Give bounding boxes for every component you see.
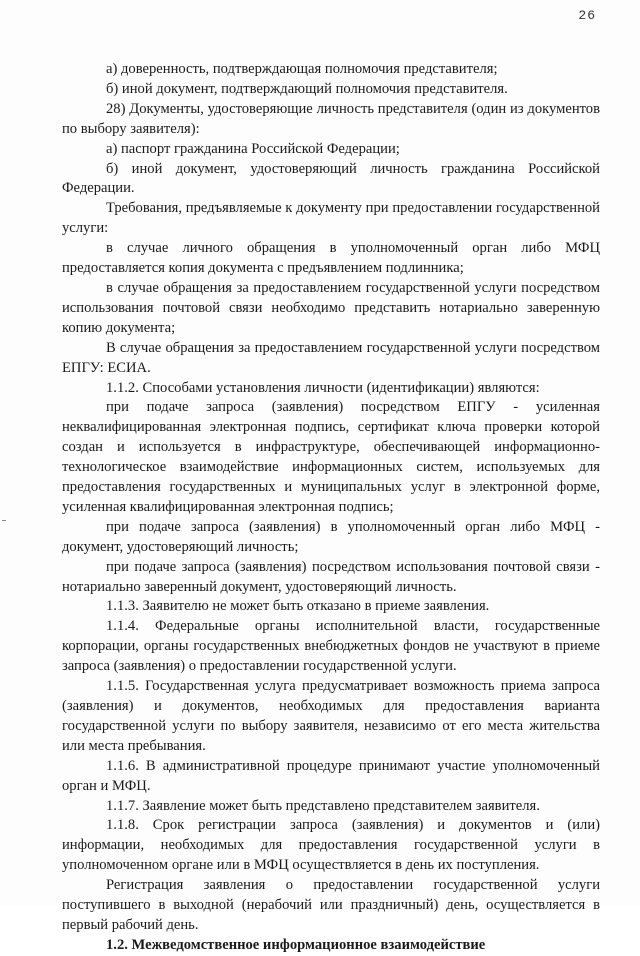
section-heading: 1.2. Межведомственное информационное взаимодействие — [106, 936, 486, 953]
paragraph-17: 1.1.6. В административной процедуре принимают участие уполномоченный орган и МФЦ. — [62, 757, 600, 794]
paragraph-14: 1.1.3. Заявителю не может быть отказано в приеме заявления. — [106, 598, 490, 615]
paragraph-9: В случае обращения за предоставлением государственной услуги посредством ЕПГУ: ЕСИА. — [62, 339, 600, 376]
paragraph-11: при подаче запроса (заявления) посредством ЕПГУ - усиленная неквалифицированная электронная подпись, сертификат ключа проверки которой создан и используется в инфраструктуре, обеспечивающей информационно-технологическое взаимодействие информационных систем, используемых для предоставления государственных и муниципальных услуг в электронной форме, усиленная квалифицированная электронная подпись; — [62, 399, 600, 515]
paragraph-18: 1.1.7. Заявление может быть представлено представителем заявителя. — [106, 797, 540, 814]
page-number: 26 — [578, 8, 596, 23]
paragraph-8: в случае обращения за предоставлением государственной услуги посредством использования почтовой связи необходимо представить нотариально заверенную копию документа; — [62, 279, 600, 336]
paragraph-20: Регистрация заявления о предоставлении государственной услуги поступившего в выходной (нерабочий или праздничный) день, осуществляется в первый рабочий день. — [62, 877, 600, 933]
paragraph-6: Требования, предъявляемые к документу при предоставлении государственной услуги: — [62, 200, 600, 237]
paragraph-10: 1.1.2. Способами установления личности (идентификации) являются: — [106, 379, 540, 396]
paragraph-4: а) паспорт гражданина Российской Федерации; — [106, 140, 400, 157]
paragraph-19: 1.1.8. Срок регистрации запроса (заявления) и документов и (или) информации, необходимых для предоставления государственной услуги в уполномоченном органе или в МФЦ осуществляется в день их поступления. — [62, 817, 600, 874]
paragraph-5: б) иной документ, удостоверяющий личность гражданина Российской Федерации. — [62, 160, 600, 197]
paragraph-15: 1.1.4. Федеральные органы исполнительной власти, государственные корпорации, органы государственных внебюджетных фондов не участвуют в приеме запроса (заявления) о предоставлении государственной услуги. — [62, 618, 600, 675]
paragraph-12: при подаче запроса (заявления) в уполномоченный орган либо МФЦ - документ, удостоверяющий личность; — [62, 518, 600, 555]
paragraph-7: в случае личного обращения в уполномоченный орган либо МФЦ предоставляется копия документа с предъявлением подлинника; — [62, 240, 600, 277]
document-body — [62, 60, 600, 956]
paragraph-16: 1.1.5. Государственная услуга предусматривает возможность приема запроса (заявления) и документов, необходимых для предоставления варианта государственной услуги по выбору заявителя, независимо от его места жительства или места пребывания. — [62, 678, 600, 754]
paragraph-3: 28) Документы, удостоверяющие личность представителя (один из документов по выбору заявителя): — [62, 100, 600, 137]
paragraph-13: при подаче запроса (заявления) посредством использования почтовой связи - нотариально заверенный документ, удостоверяющий личность. — [62, 558, 600, 595]
paragraph-2: б) иной документ, подтверждающий полномочия представителя. — [106, 80, 508, 97]
margin-mark — [2, 520, 6, 521]
paragraph-1: а) доверенность, подтверждающая полномочия представителя; — [106, 61, 498, 77]
